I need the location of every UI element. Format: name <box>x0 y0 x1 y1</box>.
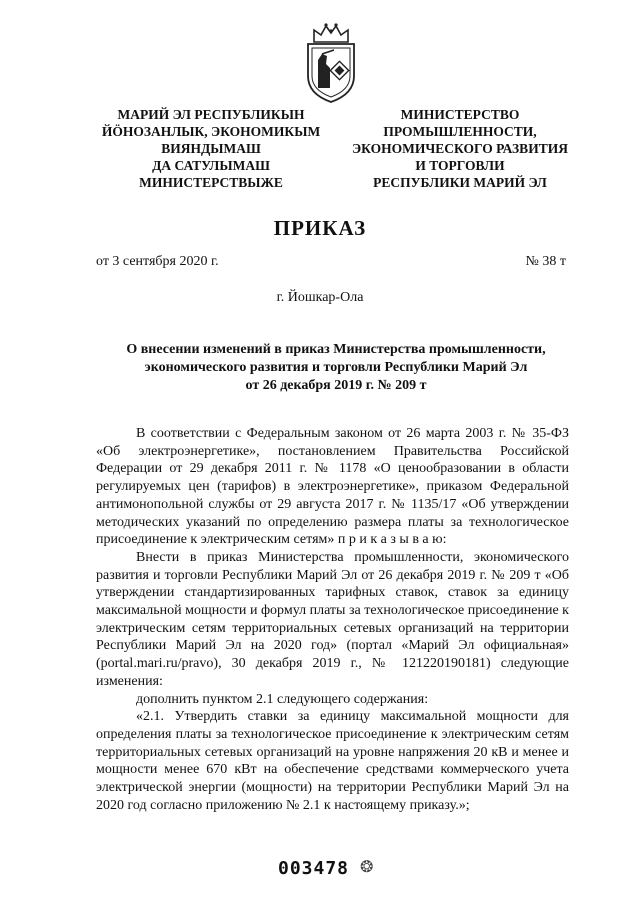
ornament-icon: ❂ <box>360 859 374 876</box>
body-paragraph: «2.1. Утвердить ставки за единицу максимальной мощности для определения платы за технологическое присоединение к электрическим сетям территориальных сетевых организаций на уровне напряжения 20 кВ и менее и мощности менее 670 кВт на обеспечение средствами коммерческого учета электрической энергии (мощности) на территории Республики Марий Эл на 2020 год согласно приложению № 2.1 к настоящему приказу.»; <box>96 709 569 813</box>
body-paragraph: дополнить пунктом 2.1 следующего содержания: <box>136 691 429 707</box>
header-right-line: МИНИСТЕРСТВО <box>400 107 520 122</box>
header-right-line: ПРОМЫШЛЕННОСТИ, <box>383 124 537 139</box>
subject-line: экономического развития и торговли Республики Марий Эл <box>144 360 528 375</box>
document-number: № 38 т <box>525 254 566 269</box>
document-subject <box>96 341 576 395</box>
date-number-line <box>96 254 566 270</box>
header-left-mari <box>96 106 326 191</box>
body-paragraph: Внести в приказ Министерства промышленности, экономического развития и торговли Республики Марий Эл от 26 декабря 2019 г. № 209 т «Об утверждении стандартизированных тарифных ставок, ставок за единицу максимальной мощности и формул платы за технологическое присоединение к электрическим сетям территориальных сетевых организаций на территории Республики Марий Эл на 2020 год» (портал «Марий Эл официальная» (portal.mari.ru/pravo), 30 декабря 2019 г., № 121220190181) следующие изменения: <box>96 549 569 689</box>
header-left-line: ДА САТУЛЫМАШ <box>152 158 270 173</box>
subject-line: О внесении изменений в приказ Министерства промышленности, <box>126 342 546 357</box>
header-right-line: ЭКОНОМИЧЕСКОГО РАЗВИТИЯ <box>352 141 568 156</box>
header-left-line: ВИЯНДЫМАШ <box>161 141 261 156</box>
subject-line: от 26 декабря 2019 г. № 209 т <box>245 378 427 393</box>
document-date: от 3 сентября 2020 г. <box>96 254 219 269</box>
header-right-line: И ТОРГОВЛИ <box>415 158 505 173</box>
body-paragraph: В соответствии с Федеральным законом от 26 марта 2003 г. № 35-ФЗ «Об электроэнергетике», постановлением Правительства Российской Федерации от 29 декабря 2011 г. № 1178 «О ценообразовании в области регулируемых цен (тарифов) в электроэнергетике», приказом Федеральной антимонопольной службы от 29 августа 2017 г. № 1135/17 «Об утверждении методических указаний по определению размера платы за технологическое присоединение к электрическим сетям» п р и к а з ы в а ю: <box>96 426 569 548</box>
serial-number: 003478 <box>278 858 350 879</box>
header-right-russian <box>330 106 590 191</box>
header-left-line: МИНИСТЕРСТВЫЖЕ <box>139 175 283 190</box>
coat-of-arms-emblem <box>300 20 362 106</box>
document-type-title: ПРИКАЗ <box>273 216 367 240</box>
city-name: г. Йошкар-Ола <box>276 290 364 305</box>
document-body <box>96 425 569 814</box>
header-right-line: РЕСПУБЛИКИ МАРИЙ ЭЛ <box>373 175 547 190</box>
header-left-line: ЙӦНОЗАНЛЫК, ЭКОНОМИКЫМ <box>101 124 321 139</box>
header-left-line: МАРИЙ ЭЛ РЕСПУБЛИКЫН <box>117 107 305 122</box>
